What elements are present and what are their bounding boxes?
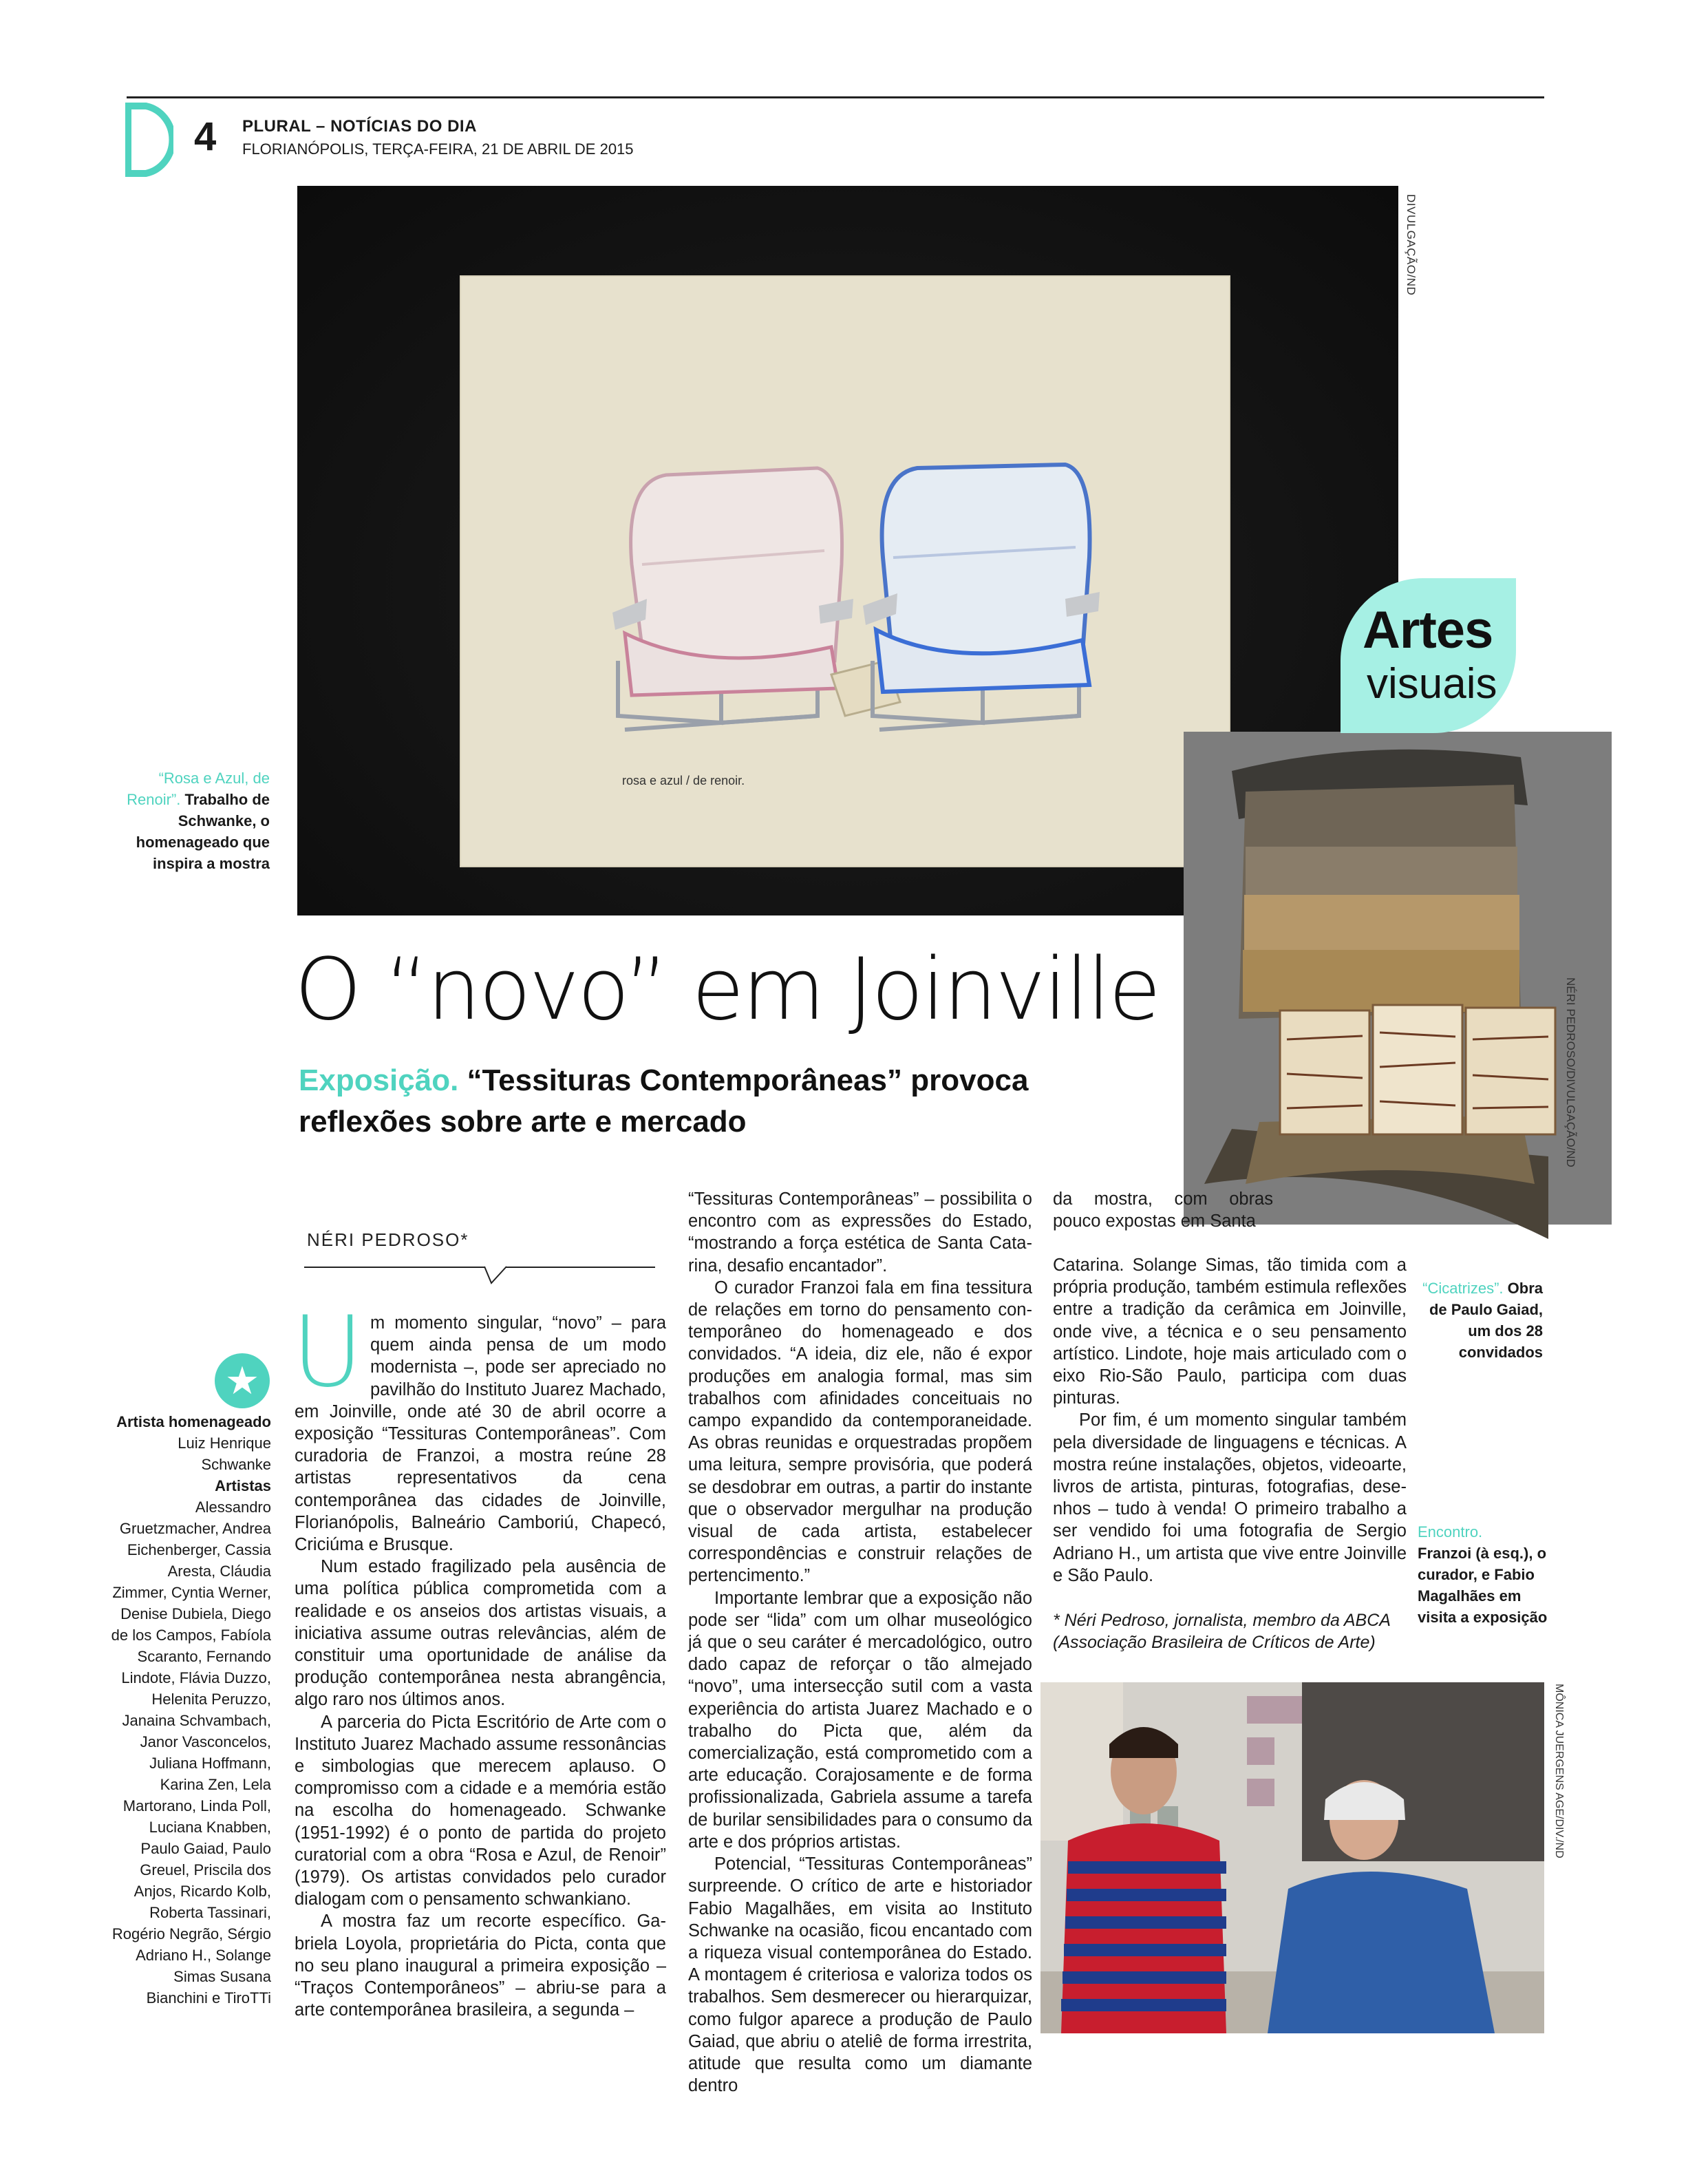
caption-text: Obra de Paulo Gaiad, um dos 28 convidados [1429, 1280, 1543, 1361]
caption-encontro [1418, 1521, 1548, 1628]
paragraph: Potencial, “Tessituras Contemporâneas” surpreende. O crítico de arte e historiador Fabio Magalhães, em visita ao Instituto Schwanke na ocasião, ficou encantado com a riqueza visual contemporânea do Estado. A montagem é criteriosa e valoriza todos os trabalhos. Sem desmerecer ou hierarquizar, como fulgor aparece a produção de Paulo Gaiad, que abriu o ateliê de forma irrestrita, atitude que resulta como um diamante dentro [688, 1854, 1032, 2096]
star-icon: ★ [215, 1353, 270, 1408]
paragraph: O curador Franzoi fala em fina tessitura de relações em torno do pensamento contemporâneo do homenageado e dos convidados. “A ideia, diz ele, não é expor produções em analogia formal, mas sim trabalhos com afinidades conceituais no campo expandido da contemporaneidade. As obras reunidas e orquestradas propõem uma leitura, sempre provisória, que poderá se desdobrar em outras, a partir do instante que o observador mergulhar na produção visual de cada artista, estabelecer correspondências e construir relações de pertencimento.” [688, 1278, 1032, 1586]
headline: O “novo” em Joinville [295, 940, 1160, 1039]
paragraph: da mostra, com obras pouco expostas em Santa [1053, 1189, 1273, 1231]
article-column-2 [688, 1188, 1032, 2097]
section-logo-icon [125, 102, 173, 178]
caption-text: Trabalho de Schwanke, o homenageado que inspira a mostra [136, 791, 270, 872]
encontro-photo [1040, 1682, 1544, 2033]
sidebar-honoree-label: Artista homenageado [116, 1413, 271, 1430]
kicker [299, 1060, 1090, 1143]
kicker-text: “Tessituras Contemporâneas” provoca reflexões sobre arte e mercado [299, 1063, 1029, 1139]
sidebar-artists-list: Alessandro Gruetzmacher, Andrea Eichenberger, Cassia Aresta, Cláudia Zimmer, Cyntia Werner, Denise Dubiela, Diego de los Campos, Fabíola Scaranto, Fernando Lindote, Flávia Duzzo, Helenita Peruzzo, Janaina Schvambach, Janor Vasconcelos, Juliana Hoffmann, Karina Zen, Lela Martorano, Linda Poll, Luciana Knabben, Paulo Gaiad, Paulo Greuel, Priscila dos Anjos, Ricardo Kolb, Roberta Tassinari, Rogério Negrão, Sérgio Adriano H., Solange Simas Susana Bianchini e TiroTTi [111, 1499, 271, 2007]
paragraph: “Tessituras Contemporâneas” – possibilita o encontro com as expressões do Estado, “mostrando a força estética de Santa Catarina, desafio encantador”. [688, 1189, 1032, 1275]
paragraph: Importante lembrar que a exposição não pode ser “lida” com um olhar museológico já que o seu caráter é mercadológico, outro dado capaz de reforçar o tão almejado “novo”, uma intersecção sutil com a vasta experiência do artista Juarez Machado e o trabalho do Picta que, além da comercialização, está comprometido com a arte educação. Corajosamente e de forma profissionalizada, Gabriela assume a tarefa de burilar sensibilidades para o consumo da arte e dos próprios artistas. [688, 1588, 1032, 1852]
section-title: PLURAL – NOTÍCIAS DO DIA [242, 117, 477, 136]
caption-rosa-e-azul [110, 767, 270, 874]
artwork-inscription: rosa e azul / de renoir. [622, 774, 745, 787]
badge-subtitle: visuais [1367, 660, 1497, 708]
page-number: 4 [194, 114, 217, 159]
article-column-3 [1053, 1254, 1407, 1587]
article-column-1 [292, 1295, 666, 2022]
sidebar-artists-label: Artistas [215, 1477, 271, 1494]
kicker-lead: Exposição. [299, 1063, 459, 1097]
encontro-photo-image [1040, 1682, 1544, 2033]
badge-title: Artes [1363, 601, 1493, 659]
sidebar-artists [110, 1411, 271, 2009]
caption-cicatrizes [1418, 1278, 1543, 1363]
photo-credit-bottom: MÔNICA JUERGENS AGE/DIV./ND [1553, 1684, 1565, 1859]
author-footnote: * Néri Pedroso, jornalista, membro da ABCA (Associação Brasileira de Críticos de Arte) [1053, 1611, 1391, 1652]
paragraph: Por fim, é um momento singular também pela diversidade de linguagens e técnicas. A mostra reúne instalações, objetos, videoarte, livros de artista, pinturas, fotografias, desenhos – tudo à venda! O primeiro trabalho a ser vendido foi uma fotografia de Sergio Adriano H., um artista que vive entre Joinville e São Paulo. [1053, 1410, 1407, 1585]
paragraph: A mostra faz um recorte específico. Gabriela Loyola, proprietária do Picta, conta que no seu plano inaugural a primeira exposição – “Traços Contemporâneos” – abriu-se para a arte contemporânea brasileira, a segunda – [295, 1912, 666, 2020]
caption-lead: “Rosa e Azul, de Renoir”. [127, 770, 270, 808]
artwork-paper [460, 275, 1230, 867]
paragraph: A parceria do Picta Escritório de Arte com o Instituto Juarez Machado assume ressonâncias e simbologias que merecem aplauso. O compromisso com a cidade e a memória estão na escolha do homenageado. Schwanke (1951-1992) é o ponto de partida do projeto curatorial com a obra “Rosa e Azul, de Renoir” (1979). Os artistas convidados pelo curador dialogam com o pensamento schwankiano. [295, 1712, 666, 1909]
byline-rule [304, 1267, 655, 1268]
photo-credit-cicatrizes: NÉRI PEDROSO/DIVULGAÇÃO/ND [1564, 977, 1577, 1167]
paragraph: Num estado fragilizado pela ausência de uma política pública comprometida com a realidade e os anseios dos artistas visuais, a iniciativa assume outras relevâncias, além de constituir uma oportunidade de análise da produção contemporânea nesta abrangência, algo raro nos últimos anos. [295, 1557, 666, 1710]
paragraph: Catarina. Solange Simas, tão timida com a própria produção, também estimula reflexões entre a tradição da cerâmica em Joinville, onde vive, a técnica e o seu pensamento artístico. Lindote, hoje mais articulado com o eixo Rio-São Paulo, participa com duas pinturas. [1053, 1256, 1407, 1408]
chairs-drawing [460, 275, 1230, 867]
caption-text: Franzoi (à esq.), o curador, e Fabio Magalhães em visita a exposição [1418, 1545, 1548, 1626]
cicatrizes-artwork [1163, 743, 1603, 1239]
photo-credit-main: DIVULGAÇÃO/ND [1405, 194, 1418, 296]
caption-lead: Encontro. [1418, 1523, 1483, 1540]
paragraph: m momento singular, “novo” – para quem ainda pensa de um modo modernista –, pode ser apreciado no pavilhão do Instituto Juarez Machado, em Joinville, onde até 30 de abril ocorre a exposição “Tessituras Contemporâneas”. Com curadoria de Franzoi, a mostra reúne 28 artistas representativos da cena contemporânea das cidades de Joinville, Florianópolis, Balneário Camboriú, Chapecó, Criciúma e Brusque. [295, 1313, 666, 1555]
dateline: FLORIANÓPOLIS, TERÇA-FEIRA, 21 DE ABRIL DE 2015 [242, 140, 634, 158]
article-column-3-top [1053, 1188, 1273, 1232]
header-rule [127, 96, 1544, 98]
speech-tail-icon [482, 1265, 509, 1286]
caption-lead: “Cicatrizes”. [1422, 1280, 1504, 1297]
drop-cap: U [292, 1295, 363, 1409]
sidebar-honoree: Luiz Henrique Schwanke [178, 1434, 271, 1473]
byline: NÉRI PEDROSO* [307, 1229, 469, 1250]
